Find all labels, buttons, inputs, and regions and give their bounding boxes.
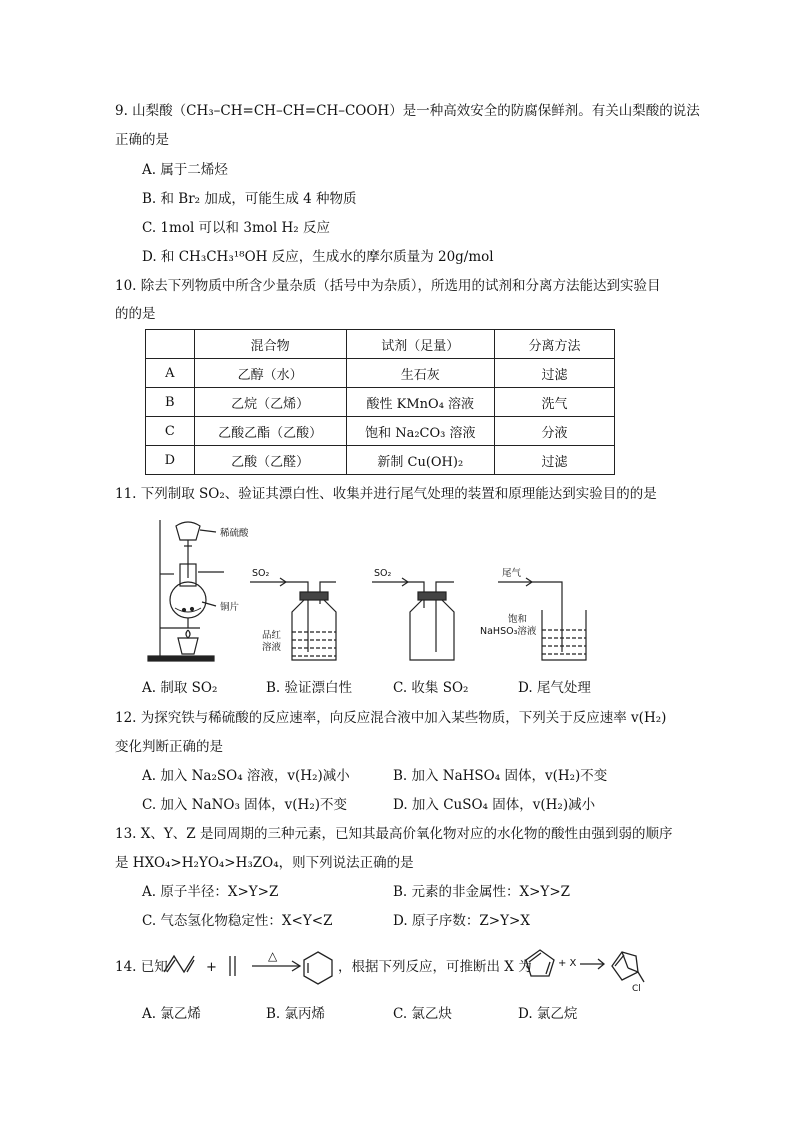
label-dilute-acid: 稀硫酸	[220, 528, 249, 539]
q13-stem-line2: 是 HXO₄>H₂YO₄>H₃ZO₄，则下列说法正确的是	[115, 855, 414, 871]
q12-stem-line2: 变化判断正确的是	[115, 739, 223, 755]
table-cell: 过滤	[494, 446, 614, 475]
table-cell: 新制 Cu(OH)₂	[346, 446, 494, 475]
q9-option-d: D. 和 CH₃CH₃¹⁸OH 反应，生成水的摩尔质量为 20g/mol	[142, 249, 494, 265]
q14-middle-text: ，根据下列反应，可推断出 X 为	[338, 959, 532, 975]
q10-stem-line1: 10. 除去下列物质中所含少量杂质（括号中为杂质），所选用的试剂和分离方法能达到实验目	[115, 278, 661, 294]
q11-option-b: B. 验证漂白性	[266, 680, 353, 696]
q12-option-d: D. 加入 CuSO₄ 固体，v(H₂)减小	[393, 797, 596, 813]
table-row	[146, 417, 615, 446]
alcohol-lamp-icon	[178, 638, 198, 654]
q9-stem-line2: 正确的是	[115, 132, 169, 148]
table-row	[146, 446, 615, 475]
table-cell: 乙烷（乙烯）	[194, 388, 346, 417]
table-row	[146, 388, 615, 417]
q13-option-a: A. 原子半径：X>Y>Z	[142, 884, 279, 900]
table-header-cell: 分离方法	[494, 330, 614, 359]
table-header-cell	[146, 330, 195, 359]
q11-option-c: C. 收集 SO₂	[393, 680, 469, 696]
stopper-icon	[300, 592, 328, 600]
inlet-tube-icon	[532, 582, 562, 652]
table-header-row	[146, 330, 615, 359]
q14-option-d: D. 氯乙烷	[518, 1006, 578, 1022]
gas-bottle-icon	[292, 600, 336, 660]
table-header-cell: 试剂（足量）	[346, 330, 494, 359]
table-cell: 乙酸乙酯（乙酸）	[194, 417, 346, 446]
q9-stem-line1: 9. 山梨酸（CH₃–CH=CH–CH=CH–COOH）是一种高效安全的防腐保鲜剂。有关山梨酸的说法	[115, 103, 700, 119]
q12-option-a: A. 加入 Na₂SO₄ 溶液，v(H₂)减小	[142, 768, 350, 784]
table-cell: B	[146, 388, 195, 417]
q13-option-b: B. 元素的非金属性：X>Y>Z	[393, 884, 571, 900]
label-pinhong-2: 溶液	[262, 642, 282, 653]
q10-stem-line2: 的的是	[115, 306, 156, 322]
table-cell: 饱和 Na₂CO₃ 溶液	[346, 417, 494, 446]
q12-stem-line1: 12. 为探究铁与稀硫酸的反应速率，向反应混合液中加入某些物质，下列关于反应速率 v(H₂)	[115, 710, 667, 726]
stopper-icon	[418, 592, 446, 600]
table-cell: 酸性 KMnO₄ 溶液	[346, 388, 494, 417]
heat-delta-symbol: △	[268, 949, 278, 963]
label-tail-gas: 尾气	[502, 568, 522, 579]
q11-option-d: D. 尾气处理	[518, 680, 591, 696]
q9-option-c: C. 1mol 可以和 3mol H₂ 反应	[142, 220, 330, 236]
label-copper: 铜片	[220, 602, 240, 613]
table-header-cell: 混合物	[194, 330, 346, 359]
table-cell: D	[146, 446, 195, 475]
q11-stem: 11. 下列制取 SO₂、验证其漂白性、收集并进行尾气处理的装置和原理能达到实验目的的是	[115, 486, 657, 502]
separatory-funnel-icon	[176, 522, 200, 540]
table-cell: 乙酸（乙醛）	[194, 446, 346, 475]
q14-prefix: 14. 已知	[115, 959, 168, 975]
table-cell: C	[146, 417, 195, 446]
q11-apparatus-figure	[140, 512, 620, 670]
table-cell: 洗气	[494, 388, 614, 417]
chloronorbornene-structure-icon	[612, 952, 638, 980]
table-cell: 生石灰	[346, 359, 494, 388]
label-so2-b: SO₂	[252, 568, 270, 579]
table-cell: A	[146, 359, 195, 388]
q14-option-a: A. 氯乙烯	[142, 1006, 201, 1022]
q9-option-b: B. 和 Br₂ 加成，可能生成 4 种物质	[142, 191, 357, 207]
q13-option-d: D. 原子序数：Z>Y>X	[393, 913, 530, 929]
q14-option-c: C. 氯乙炔	[393, 1006, 452, 1022]
label-pinhong-1: 品红	[262, 630, 282, 641]
round-bottom-flask-icon	[170, 582, 206, 618]
q13-option-c: C. 气态氢化物稳定性：X<Y<Z	[142, 913, 333, 929]
table-cell: 分液	[494, 417, 614, 446]
q12-option-b: B. 加入 NaHSO₄ 固体，v(H₂)不变	[393, 768, 608, 784]
q14-option-b: B. 氯丙烯	[266, 1006, 326, 1022]
table-cell: 过滤	[494, 359, 614, 388]
beaker-icon	[542, 610, 586, 660]
q12-option-c: C. 加入 NaNO₃ 固体，v(H₂)不变	[142, 797, 348, 813]
q10-table	[145, 329, 615, 475]
q13-stem-line1: 13. X、Y、Z 是同周期的三种元素，已知其最高价氧化物对应的水化物的酸性由强到弱的顺序	[115, 826, 673, 842]
plus-sign: +	[206, 960, 217, 975]
table-row	[146, 359, 615, 388]
chlorine-label: Cl	[632, 984, 641, 992]
table-cell: 乙醇（水）	[194, 359, 346, 388]
label-saturated: 饱和	[508, 614, 528, 625]
stand-base-icon	[148, 656, 214, 661]
gas-bottle-icon	[410, 600, 454, 660]
label-so2-c: SO₂	[374, 568, 392, 579]
q9-option-a: A. 属于二烯烃	[142, 162, 228, 178]
flame-icon	[186, 630, 190, 638]
label-nahso3: NaHSO₃溶液	[480, 626, 537, 637]
plus-x-label: + X	[558, 958, 577, 969]
q11-option-a: A. 制取 SO₂	[142, 680, 218, 696]
